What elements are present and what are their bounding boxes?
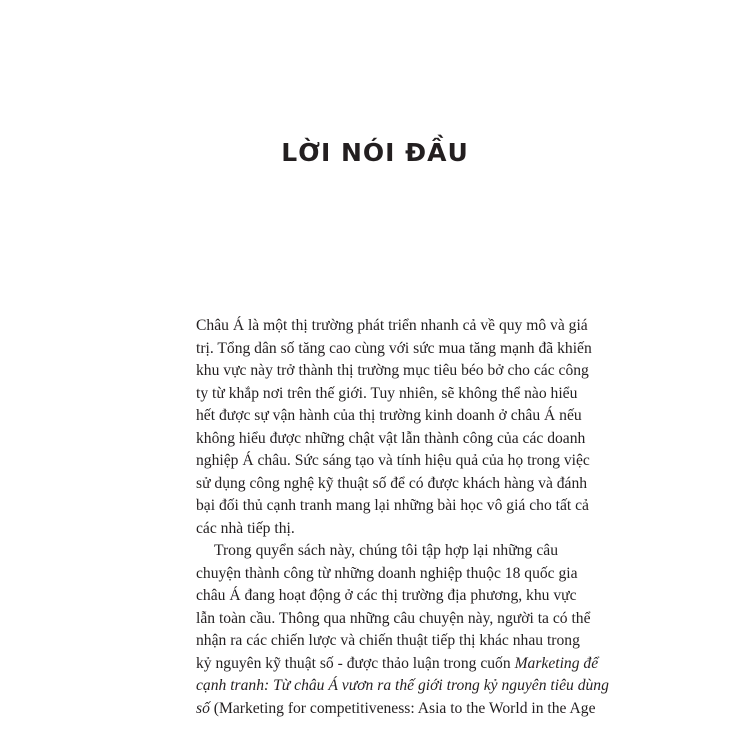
- text-line: chuyện thành công từ những doanh nghiệp thuộc 18 quốc gia: [196, 564, 578, 582]
- text-line: ty từ khắp nơi trên thế giới. Tuy nhiên, sẽ không thể nào hiểu: [196, 384, 578, 402]
- text-run: Trong quyển sách này, chúng tôi tập hợp lại những câu: [214, 542, 558, 559]
- text-line: các nhà tiếp thị.: [196, 519, 295, 537]
- text-line: hết được sự vận hành của thị trường kinh doanh ở châu Á nếu: [196, 407, 582, 424]
- body-text: [196, 315, 609, 720]
- text-line: nhận ra các chiến lược và chiến thuật tiếp thị khác nhau trong: [196, 632, 580, 649]
- text-line: sử dụng công nghệ kỹ thuật số để có được khách hàng và đánh: [196, 474, 588, 492]
- text-run: kỷ nguyên kỹ thuật số - được thảo luận trong cuốn: [196, 654, 515, 672]
- text-line: khu vực này trở thành thị trường mục tiêu béo bở cho các công: [196, 362, 589, 379]
- paragraph-2: [196, 540, 609, 720]
- text-line: [196, 540, 558, 563]
- text-run: (Marketing for competitiveness: Asia to the World in the Age: [209, 699, 596, 717]
- text-line: Châu Á là một thị trường phát triển nhanh cả về quy mô và giá: [196, 317, 588, 334]
- text-line: không hiểu được những chật vật lẫn thành công của các doanh: [196, 429, 586, 447]
- text-line: [196, 653, 599, 676]
- text-line: châu Á đang hoạt động ở các thị trường địa phương, khu vực: [196, 587, 577, 604]
- text-line: trị. Tổng dân số tăng cao cùng với sức mua tăng mạnh đã khiến: [196, 339, 592, 357]
- text-line: bại đối thủ cạnh tranh mang lại những bài học vô giá cho tất cả: [196, 497, 589, 514]
- book-title-italic: số: [196, 699, 210, 717]
- text-line: nghiệp Á châu. Sức sáng tạo và tính hiệu quả của họ trong việc: [196, 452, 590, 469]
- page-title: LỜI NÓI ĐẦU: [281, 138, 469, 167]
- text-line: [196, 698, 596, 721]
- book-title-italic-line: cạnh tranh: Từ châu Á vươn ra thế giới trong kỷ nguyên tiêu dùng: [196, 677, 609, 694]
- book-title-italic: Marketing để: [514, 654, 599, 672]
- paragraph-1: [196, 315, 592, 540]
- text-line: lẫn toàn cầu. Thông qua những câu chuyện này, người ta có thể: [196, 609, 591, 627]
